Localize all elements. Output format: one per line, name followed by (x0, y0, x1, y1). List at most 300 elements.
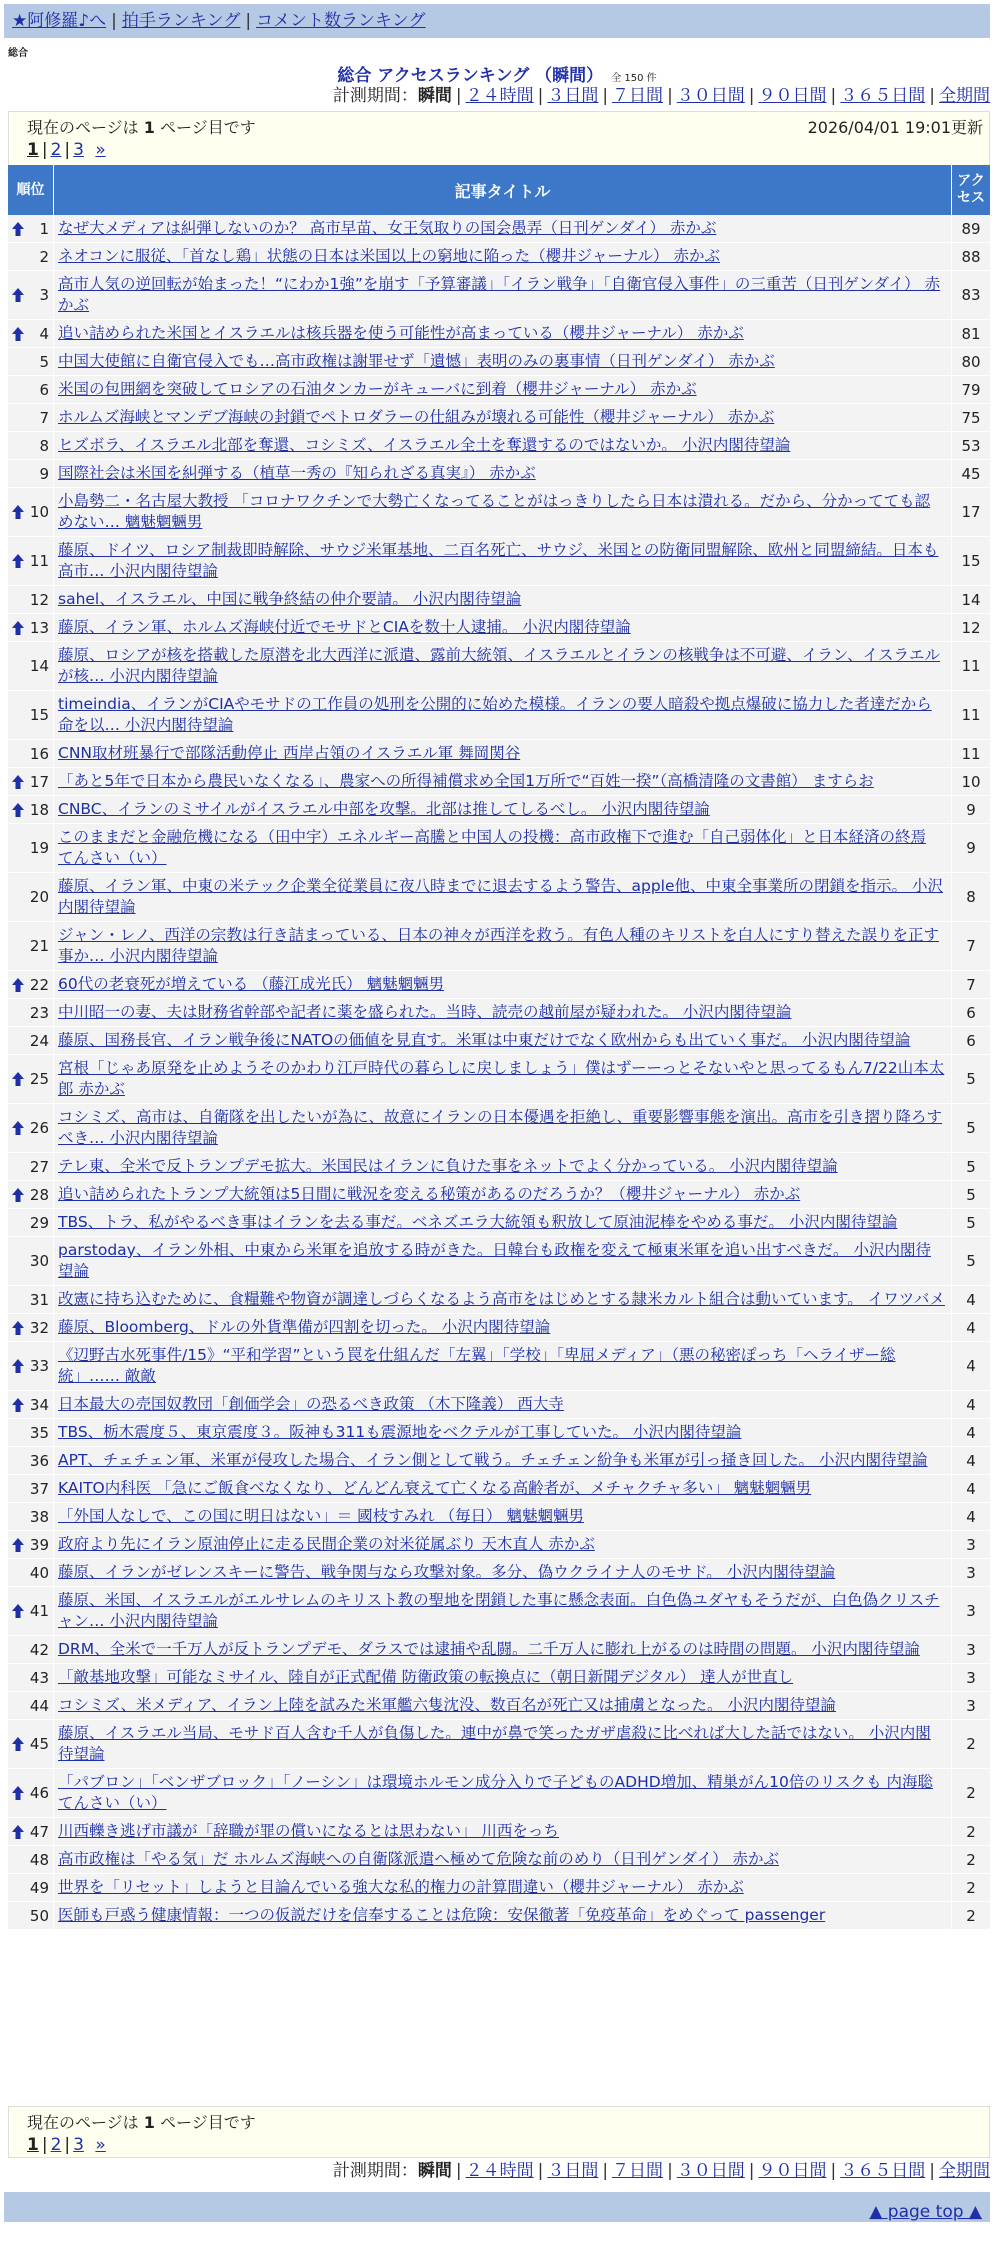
article-link[interactable]: 川西轢き逃げ市議が「辞職が罪の償いになるとは思わない」 川西をっち (58, 1822, 559, 1840)
rank-cell (8, 404, 54, 431)
rank-cell (8, 1720, 54, 1768)
article-link[interactable]: 「あと5年で日本から農民いなくなる」、農家への所得補償求め全国1万所で“百姓一揆”（高橋清隆の文書館） ますらお (58, 772, 874, 790)
rank-number: 37 (29, 1479, 49, 1498)
article-link[interactable]: 藤原、Bloomberg、ドルの外貨準備が四割を切った。 小沢内閣待望論 (58, 1318, 551, 1336)
rank-number: 28 (29, 1185, 49, 1204)
rank-number: 4 (39, 324, 49, 343)
period-separator: | (455, 86, 462, 106)
up-arrow-icon (11, 1603, 25, 1619)
article-link[interactable]: 高市政権は「やる気」だ ホルムズ海峡への自衛隊派遣へ極めて危険な前のめり（日刊ゲンダイ） 赤かぶ (58, 1850, 779, 1868)
article-link[interactable]: TBS、栃木震度５、東京震度３。阪神も311も震源地をベクテルが工事していた。 小沢内閣待望論 (58, 1423, 742, 1441)
rank-number: 24 (29, 1031, 49, 1050)
rank-cell (8, 740, 54, 767)
article-link[interactable]: ホルムズ海峡とマンデブ海峡の封鎖でペトロダラーの仕組みが壊れる可能性（櫻井ジャーナル） 赤かぶ (58, 408, 775, 426)
article-link[interactable]: 医師も戸惑う健康情報：一つの仮説だけを信奉することは危険：安保徹著「免疫革命」をめぐって passenger (58, 1906, 826, 1924)
rank-number: 43 (29, 1668, 49, 1687)
rank-number: 46 (29, 1784, 49, 1802)
table-row (8, 1209, 990, 1237)
up-arrow-icon (11, 553, 25, 569)
rank-cell (8, 1153, 54, 1180)
title-cell (54, 1503, 952, 1530)
title-cell (54, 320, 952, 347)
period-separator: | (830, 2161, 837, 2181)
rank-cell (8, 1559, 54, 1586)
article-link[interactable]: DRM、全米で一千万人が反トランプデモ、ダラスでは逮捕や乱闘。二千万人に膨れ上がるのは時間の問題。 小沢内閣待望論 (58, 1640, 920, 1658)
title-cell (54, 873, 952, 921)
title-cell (54, 1286, 952, 1313)
rank-number: 2 (39, 247, 49, 266)
period-separator: | (830, 86, 837, 106)
page-link[interactable]: 3 (73, 140, 84, 160)
article-link[interactable]: 政府より先にイラン原油停止に走る民間企業の対米従属ぶり 天木直人 赤かぶ (58, 1535, 595, 1553)
period-selector (333, 2160, 990, 2182)
access-count: 6 (966, 1003, 976, 1022)
title-cell (54, 740, 952, 767)
period-option-link[interactable]: 全期間 (939, 86, 990, 106)
title-cell (54, 243, 952, 270)
title-cell (54, 1818, 952, 1845)
up-arrow-icon (11, 774, 25, 790)
updated-timestamp: 2026/04/01 19:01更新 (807, 118, 983, 137)
page-top-link[interactable]: ▲ page top ▲ (869, 2202, 982, 2222)
rank-number: 11 (29, 552, 49, 570)
rank-cell (8, 243, 54, 270)
period-option-link[interactable]: ３日間 (547, 2161, 599, 2181)
access-count: 2 (966, 1906, 976, 1925)
access-count: 4 (966, 1451, 976, 1470)
period-option-link[interactable]: ３６５日間 (840, 2161, 926, 2181)
title-cell (54, 348, 952, 375)
title-cell (54, 1209, 952, 1236)
rank-cell (8, 1636, 54, 1663)
up-arrow-icon (11, 1071, 25, 1087)
article-link[interactable]: 藤原、イラン軍、ホルムズ海峡付近でモサドとCIAを数十人逮捕。 小沢内閣待望論 (58, 618, 631, 636)
access-count: 5 (966, 1157, 976, 1176)
rank-cell (8, 642, 54, 690)
title-cell (54, 1692, 952, 1719)
table-row (8, 488, 990, 537)
comment-ranking-link[interactable]: コメント数ランキング (256, 11, 426, 31)
rank-number: 30 (29, 1252, 49, 1270)
table-row (8, 1846, 990, 1874)
table-row (8, 320, 990, 348)
period-separator: | (602, 86, 609, 106)
period-option-link[interactable]: ７日間 (612, 2161, 664, 2181)
title-cell (54, 1055, 952, 1103)
table-row (8, 1447, 990, 1475)
access-count: 83 (961, 286, 981, 304)
table-row (8, 1104, 990, 1153)
access-count: 4 (966, 1318, 976, 1337)
table-row (8, 1314, 990, 1342)
period-option-link[interactable]: 全期間 (939, 2161, 990, 2181)
table-row (8, 1559, 990, 1587)
table-row (8, 999, 990, 1027)
access-count: 5 (966, 1252, 976, 1270)
article-link[interactable]: 「パブロン」「ベンザブロック」「ノーシン」は環境ホルモン成分入りで子どものADHD増加、精巣がん10倍のリスクも 内海聡 てんさい（い） (58, 1773, 934, 1812)
period-option-link[interactable]: ３０日間 (676, 86, 745, 106)
table-row (8, 922, 990, 971)
rank-number: 45 (29, 1735, 49, 1753)
rank-number: 1 (39, 219, 49, 238)
title-cell (54, 1153, 952, 1180)
next-page-link[interactable]: » (95, 140, 106, 160)
rank-number: 47 (29, 1822, 49, 1841)
rank-cell (8, 460, 54, 487)
title-cell (54, 1027, 952, 1054)
period-separator: | (667, 86, 673, 106)
title-cell (54, 1342, 952, 1390)
period-separator: | (748, 86, 755, 106)
access-count: 3 (966, 1640, 976, 1659)
top-nav-bar (4, 4, 990, 38)
access-count: 17 (961, 503, 981, 521)
article-link[interactable]: 改憲に持ち込むために、食糧難や物資が調達しづらくなるよう高市をはじめとする隷米カルト組合は動いています。 イワツバメ (58, 1290, 945, 1308)
table-row (8, 1636, 990, 1664)
access-count: 80 (961, 352, 981, 371)
page-links (27, 140, 106, 160)
access-count: 2 (966, 1878, 976, 1897)
article-link[interactable]: 藤原、国務長官、イラン戦争後にNATOの価値を見直す。米軍は中東だけでなく欧州からも出ていく事だ。 小沢内閣待望論 (58, 1031, 911, 1049)
article-link[interactable]: 「敵基地攻撃」可能なミサイル、陸自が正式配備 防衛政策の転換点に（朝日新聞デジタル） 達人が世直し (58, 1668, 794, 1686)
rank-number: 3 (39, 286, 49, 304)
article-link[interactable]: 高市人気の逆回転が始まった！“にわか1強”を崩す「予算審議」「イラン戦争」「自衛官侵入事件」の三重苦（日刊ゲンダイ） 赤かぶ (58, 275, 941, 314)
period-separator: | (537, 2161, 544, 2181)
access-count: 5 (966, 1119, 976, 1137)
table-row (8, 1664, 990, 1692)
rank-cell (8, 768, 54, 795)
article-link[interactable]: sahel、イスラエル、中国に戦争終結の仲介要請。 小沢内閣待望論 (58, 590, 522, 608)
up-arrow-icon (11, 221, 25, 237)
access-count: 79 (961, 380, 981, 399)
article-link[interactable]: 藤原、米国、イスラエルがエルサレムのキリスト教の聖地を閉鎖した事に懸念表面。白色偽ユダヤもそうだが、白色偽クリスチャン… 小沢内閣待望論 (58, 1591, 940, 1630)
rank-number: 44 (29, 1696, 49, 1715)
article-link[interactable]: 追い詰められたトランプ大統領は5日間に戦況を変える秘策があるのだろうか？（櫻井ジャーナル） 赤かぶ (58, 1185, 801, 1203)
table-row (8, 404, 990, 432)
article-link[interactable]: 米国の包囲網を突破してロシアの石油タンカーがキューバに到着（櫻井ジャーナル） 赤かぶ (58, 380, 697, 398)
nav-separator: | (245, 11, 252, 31)
access-count: 3 (966, 1696, 976, 1715)
access-count: 89 (961, 219, 981, 238)
page-current: 1 (27, 2135, 39, 2155)
period-option-link[interactable]: ２４時間 (465, 2161, 534, 2181)
article-link[interactable]: 藤原、イランがゼレンスキーに警告、戦争関与なら攻撃対象。多分、偽ウクライナ人のモサド。 小沢内閣待望論 (58, 1563, 836, 1581)
access-count: 11 (961, 657, 981, 675)
article-link[interactable]: 藤原、ドイツ、ロシア制裁即時解除、サウジ米軍基地、二百名死亡、サウジ、米国との防衛同盟解除、欧州と同盟締結。日本も高市… 小沢内閣待望論 (58, 541, 939, 580)
access-count: 4 (966, 1479, 976, 1498)
period-label: 計測期間： (332, 86, 418, 106)
article-link[interactable]: このままだと金融危機になる（田中宇）エネルギー高騰と中国人の投機：高市政権下で進む「自己弱体化」と日本経済の終焉 てんさい（い） (58, 828, 927, 867)
article-link[interactable]: 国際社会は米国を糾弾する（植草一秀の『知られざる真実』） 赤かぶ (58, 464, 536, 482)
access-count: 3 (966, 1563, 976, 1582)
table-row (8, 586, 990, 614)
access-count: 11 (961, 744, 981, 763)
rank-number: 8 (39, 436, 49, 455)
rank-number: 26 (29, 1119, 49, 1137)
period-option-link[interactable]: ９０日間 (758, 86, 827, 106)
rank-number: 29 (29, 1213, 49, 1232)
ranking-table (8, 215, 990, 1930)
article-link[interactable]: 藤原、ロシアが核を搭載した原潜を北大西洋に派遣、露前大統領、イスラエルとイランの核戦争は不可避、イラン、イスラエルが核… 小沢内閣待望論 (58, 646, 940, 685)
rank-number: 20 (29, 888, 49, 906)
rank-cell (8, 824, 54, 872)
table-row (8, 691, 990, 740)
next-page-link[interactable]: » (95, 2135, 106, 2155)
rank-cell (8, 376, 54, 403)
up-arrow-icon (11, 504, 25, 520)
title-cell (54, 215, 952, 242)
article-link[interactable]: ヒズボラ、イスラエル北部を奪還、コシミズ、イスラエル全土を奪還するのではないか。 小沢内閣待望論 (58, 436, 791, 454)
rank-cell (8, 1342, 54, 1390)
table-row (8, 348, 990, 376)
article-link[interactable]: コシミズ、米メディア、イラン上陸を試みた米軍艦六隻沈没、数百名が死亡又は捕虜となった。 小沢内閣待望論 (58, 1696, 836, 1714)
period-separator: | (929, 86, 935, 106)
up-arrow-icon (11, 1785, 25, 1801)
article-link[interactable]: ジャン・レノ、西洋の宗教は行き詰まっている、日本の神々が西洋を救う。有色人種のキリストを白人にすり替えた誤りを正す事か… 小沢内閣待望論 (58, 926, 940, 965)
table-row (8, 642, 990, 691)
table-row (8, 1503, 990, 1531)
period-option-link[interactable]: ３０日間 (676, 2161, 745, 2181)
rank-cell (8, 796, 54, 823)
rank-cell (8, 691, 54, 739)
title-cell (54, 768, 952, 795)
rank-cell (8, 1503, 54, 1530)
table-row (8, 1342, 990, 1391)
rank-cell (8, 1027, 54, 1054)
title-cell (54, 1419, 952, 1446)
period-option-link[interactable]: ３６５日間 (840, 86, 926, 106)
title-cell (54, 1391, 952, 1418)
title-cell (54, 796, 952, 823)
period-separator: | (537, 86, 544, 106)
title-cell (54, 376, 952, 403)
rank-number: 38 (29, 1507, 49, 1526)
period-current: 瞬間 (417, 86, 452, 106)
article-link[interactable]: TBS、トラ、私がやるべき事はイランを去る事だ。ベネズエラ大統領も釈放して原油泥棒をやめる事だ。 小沢内閣待望論 (58, 1213, 898, 1231)
table-row (8, 873, 990, 922)
rank-cell (8, 215, 54, 242)
access-count: 9 (966, 800, 976, 819)
rank-number: 31 (29, 1290, 49, 1309)
rank-cell (8, 1902, 54, 1929)
table-row (8, 1286, 990, 1314)
access-count: 2 (966, 1784, 976, 1802)
title-cell (54, 1664, 952, 1691)
title-cell (54, 691, 952, 739)
table-row (8, 1587, 990, 1636)
title-cell (54, 1475, 952, 1502)
article-link[interactable]: 60代の老衰死が増えている （藤江成光氏） 魑魅魍魎男 (58, 975, 445, 993)
article-link[interactable]: 中国大使館に自衛官侵入でも…高市政権は謝罪せず「遺憾」表明のみの裏事情（日刊ゲンダイ） 赤かぶ (58, 352, 775, 370)
up-arrow-icon (11, 326, 25, 342)
rank-cell (8, 1104, 54, 1152)
period-option-link[interactable]: ７日間 (612, 86, 664, 106)
up-arrow-icon (11, 1187, 25, 1203)
up-arrow-icon (11, 1537, 25, 1553)
table-row (8, 243, 990, 271)
access-count: 3 (966, 1535, 976, 1554)
access-count: 7 (966, 975, 976, 994)
rank-number: 9 (39, 464, 49, 483)
access-count: 4 (966, 1423, 976, 1442)
table-row (8, 460, 990, 488)
access-count: 53 (961, 436, 981, 455)
article-link[interactable]: 中川昭一の妻、夫は財務省幹部や記者に薬を盛られた。当時、読売の越前屋が疑われた。 小沢内閣待望論 (58, 1003, 792, 1021)
access-count: 8 (966, 888, 976, 906)
home-link[interactable]: ★阿修羅♪へ (12, 11, 107, 31)
access-count: 88 (961, 247, 981, 266)
period-option-link[interactable]: ２４時間 (465, 86, 534, 106)
table-row (8, 796, 990, 824)
article-link[interactable]: CNN取材班暴行で部隊活動停止 西岸占領のイスラエル軍 舞岡関谷 (58, 744, 521, 762)
access-count: 2 (966, 1850, 976, 1869)
table-row (8, 1818, 990, 1846)
page-title (0, 61, 994, 86)
article-link[interactable]: 小島勢二・名古屋大教授 「コロナワクチンで大勢亡くなってることがはっきりしたら日本は潰れる。だから、分かってても認めない… 魑魅魍魎男 (58, 492, 931, 531)
page-link[interactable]: 3 (73, 2135, 84, 2155)
table-row (8, 740, 990, 768)
access-count: 5 (966, 1213, 976, 1232)
period-separator: | (667, 2161, 673, 2181)
access-count: 9 (966, 839, 976, 857)
rank-cell (8, 999, 54, 1026)
up-arrow-icon (11, 1358, 25, 1374)
title-cell (54, 1769, 952, 1817)
page-separator: | (64, 2135, 71, 2155)
rank-number: 49 (29, 1878, 49, 1897)
clap-ranking-link[interactable]: 拍手ランキング (121, 11, 241, 31)
article-link[interactable]: 宮根「じゃあ原発を止めようそのかわり江戸時代の暮らしに戻しましょう」僕はずーーっとそないやと思ってるもん7/22山本太郎 赤かぶ (58, 1059, 945, 1098)
rank-number: 12 (29, 590, 49, 609)
access-count: 81 (961, 324, 981, 343)
current-page-text: 現在のページは 1 ページ目です (27, 2113, 256, 2132)
article-link[interactable]: 藤原、イラン軍、中東の米テック企業全従業員に夜八時までに退去するよう警告、apple他、中東全事業所の閉鎖を指示。 小沢内閣待望論 (58, 877, 943, 916)
article-link[interactable]: なぜ大メディアは糾弾しないのか？ 高市早苗、女王気取りの国会愚弄（日刊ゲンダイ） 赤かぶ (58, 219, 717, 237)
rank-cell (8, 586, 54, 613)
table-header (8, 165, 990, 215)
table-row (8, 614, 990, 642)
table-row (8, 1419, 990, 1447)
table-row (8, 1769, 990, 1818)
page-title-text: 総合 アクセスランキング （瞬間） (337, 66, 604, 86)
title-cell (54, 271, 952, 319)
title-cell (54, 460, 952, 487)
page-links (27, 2135, 106, 2155)
table-row (8, 1237, 990, 1286)
article-link[interactable]: ネオコンに服従、「首なし鶏」状態の日本は米国以上の窮地に陥った（櫻井ジャーナル） 赤かぶ (58, 247, 720, 265)
rank-number: 39 (29, 1535, 49, 1554)
rank-cell (8, 1846, 54, 1873)
title-cell (54, 537, 952, 585)
rank-number: 22 (29, 975, 49, 994)
title-cell (54, 1559, 952, 1586)
access-count: 4 (966, 1290, 976, 1309)
access-count: 2 (966, 1822, 976, 1841)
up-arrow-icon (11, 802, 25, 818)
access-count: 75 (961, 408, 981, 427)
rank-number: 19 (29, 839, 49, 857)
title-cell (54, 1447, 952, 1474)
table-row (8, 1902, 990, 1930)
table-row (8, 971, 990, 999)
rank-number: 27 (29, 1157, 49, 1176)
title-cell (54, 1237, 952, 1285)
access-count: 15 (961, 552, 981, 570)
article-link[interactable]: 日本最大の売国奴教団「創価学会」の恐るべき政策 （木下隆義） 西大寺 (58, 1395, 564, 1413)
title-cell (54, 1104, 952, 1152)
rank-number: 41 (29, 1602, 49, 1620)
rank-number: 13 (29, 618, 49, 637)
table-row (8, 376, 990, 404)
period-option-link[interactable]: ９０日間 (758, 2161, 827, 2181)
article-link[interactable]: 追い詰められた米国とイスラエルは核兵器を使う可能性が高まっている（櫻井ジャーナル） 赤かぶ (58, 324, 744, 342)
rank-number: 42 (29, 1640, 49, 1659)
article-link[interactable]: KAITO内科医 「急にご飯食べなくなり、どんどん衰えて亡くなる高齢者が、メチャクチャ多い」 魑魅魍魎男 (58, 1479, 812, 1497)
rank-cell (8, 1209, 54, 1236)
table-row (8, 432, 990, 460)
table-row (8, 768, 990, 796)
access-count: 45 (961, 464, 981, 483)
nav-separator: | (111, 11, 117, 31)
access-count: 4 (966, 1507, 976, 1526)
bottom-bar (4, 2192, 990, 2222)
title-cell (54, 824, 952, 872)
rank-cell (8, 271, 54, 319)
rank-cell (8, 320, 54, 347)
access-count: 7 (966, 937, 976, 955)
rank-number: 7 (39, 408, 49, 427)
rank-cell (8, 614, 54, 641)
table-row (8, 271, 990, 320)
article-link[interactable]: 《辺野古水死事件/15》“平和学習”という罠を仕組んだ「左翼」「学校」「卑屈メディア」（悪の秘密ぽっち「ヘライザー総統」…… 敵敵 (58, 1346, 896, 1385)
article-link[interactable]: 「外国人なしで、この国に明日はない」＝ 國枝すみれ （毎日） 魑魅魍魎男 (58, 1507, 584, 1525)
article-link[interactable]: APT、チェチェン軍、米軍が侵攻した場合、イラン側として戦う。チェチェン紛争も米軍が引っ掻き回した。 小沢内閣待望論 (58, 1451, 928, 1469)
title-cell (54, 614, 952, 641)
current-page-text: 現在のページは 1 ページ目です (27, 118, 256, 137)
rank-number: 48 (29, 1850, 49, 1869)
table-row (8, 1531, 990, 1559)
period-separator: | (929, 2161, 935, 2181)
rank-cell (8, 1664, 54, 1691)
rank-number: 40 (29, 1563, 49, 1582)
article-link[interactable]: 世界を「リセット」しようと目論んでいる強大な私的権力の計算間違い（櫻井ジャーナル） 赤かぶ (58, 1878, 744, 1896)
rank-cell (8, 922, 54, 970)
category-label: 総合 (8, 48, 28, 59)
article-link[interactable]: 藤原、イスラエル当局、モサド百人含む千人が負傷した。連中が鼻で笑ったガザ虐殺に比べれば大した話ではない。 小沢内閣待望論 (58, 1724, 931, 1763)
page-link[interactable]: 2 (50, 2135, 62, 2155)
pager-top (8, 111, 990, 169)
rank-number: 21 (29, 937, 49, 955)
article-link[interactable]: コシミズ、高市は、自衛隊を出したいが為に、故意にイランの日本優遇を拒絶し、重要影響事態を演出。高市を引き摺り降ろすべき… 小沢内閣待望論 (58, 1108, 942, 1147)
article-link[interactable]: CNBC、イランのミサイルがイスラエル中部を攻撃。北部は推してしるべし。 小沢内閣待望論 (58, 800, 710, 818)
page-link[interactable]: 2 (50, 140, 62, 160)
access-count: 3 (966, 1668, 976, 1687)
title-cell (54, 971, 952, 998)
article-link[interactable]: parstoday、イラン外相、中東から米軍を追放する時がきた。日韓台も政権を変えて極東米軍を追い出すべきだ。 小沢内閣待望論 (58, 1241, 931, 1280)
table-row (8, 1475, 990, 1503)
table-row (8, 1720, 990, 1769)
table-row (8, 1055, 990, 1104)
access-count: 4 (966, 1357, 976, 1375)
table-row (8, 1027, 990, 1055)
article-link[interactable]: テレ東、全米で反トランプデモ拡大。米国民はイランに負けた事をネットでよく分かっている。 小沢内閣待望論 (58, 1157, 838, 1175)
article-link[interactable]: timeindia、イランがCIAやモサドの工作員の処刑を公開的に始めた模様。イランの要人暗殺や拠点爆破に協力した者達だから命を以… 小沢内閣待望論 (58, 695, 932, 734)
rank-number: 14 (29, 657, 49, 675)
period-option-link[interactable]: ３日間 (547, 86, 599, 106)
header-title: 記事タイトル (54, 165, 952, 215)
rank-cell (8, 1818, 54, 1845)
rank-number: 6 (39, 380, 49, 399)
